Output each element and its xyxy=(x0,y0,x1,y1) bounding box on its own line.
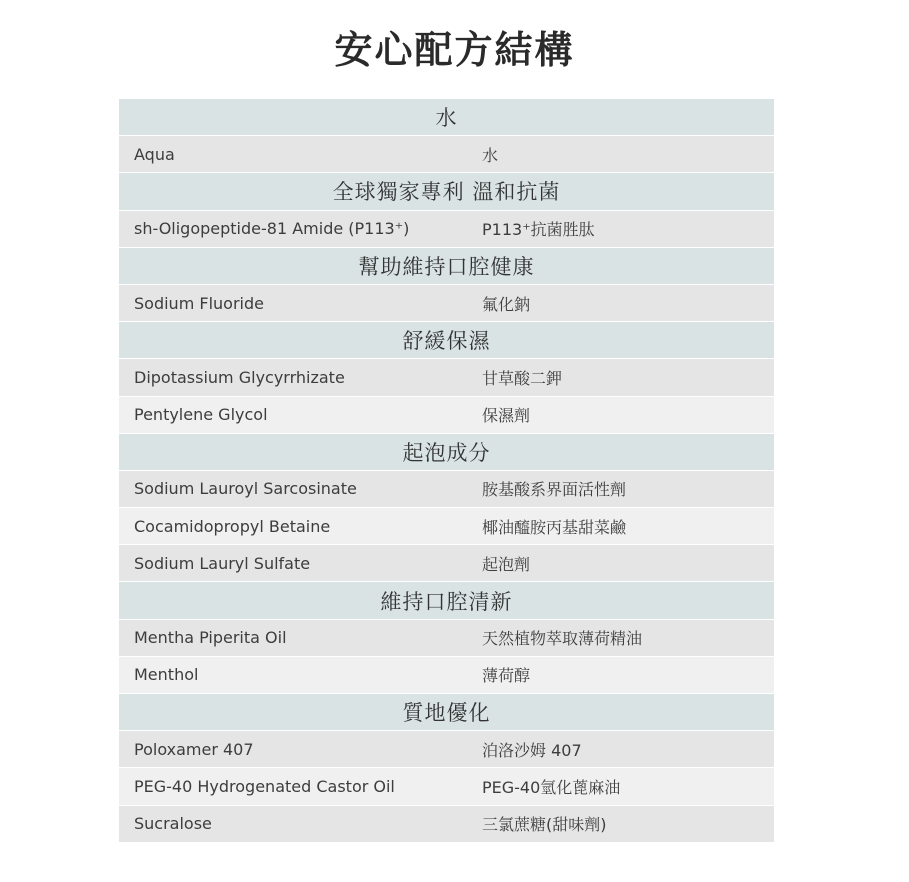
ingredient-chinese-name: 甘草酸二鉀 xyxy=(482,368,563,388)
ingredient-chinese-name: 水 xyxy=(482,145,499,165)
section-header-texture: 質地優化 xyxy=(119,694,774,731)
ingredient-row xyxy=(119,285,774,322)
section-header-soothing: 舒緩保濕 xyxy=(119,322,774,359)
ingredient-row xyxy=(119,359,774,396)
ingredient-chinese-name: PEG-40氫化蓖麻油 xyxy=(482,777,621,797)
ingredient-row xyxy=(119,397,774,434)
ingredient-inci-name: Mentha Piperita Oil xyxy=(134,628,287,648)
ingredient-row xyxy=(119,657,774,694)
section-header-water: 水 xyxy=(119,99,774,136)
ingredient-inci-name: Sodium Lauroyl Sarcosinate xyxy=(134,479,357,499)
formula-table xyxy=(119,99,774,843)
ingredient-inci-name: Sodium Lauryl Sulfate xyxy=(134,553,311,573)
page-title: 安心配方結構 xyxy=(334,28,575,72)
ingredient-inci-name: PEG-40 Hydrogenated Castor Oil xyxy=(134,776,395,796)
section-header-freshness: 維持口腔清新 xyxy=(119,582,774,619)
section-header-foaming: 起泡成分 xyxy=(119,434,774,471)
ingredient-inci-name: Pentylene Glycol xyxy=(134,405,268,425)
ingredient-chinese-name: 保濕劑 xyxy=(482,406,531,426)
ingredient-chinese-name: 起泡劑 xyxy=(482,554,531,574)
section-header-oral-health: 幫助維持口腔健康 xyxy=(119,248,774,285)
ingredient-inci-name: sh-Oligopeptide-81 Amide (P113⁺) xyxy=(134,219,410,239)
ingredient-row xyxy=(119,136,774,173)
ingredient-inci-name: Dipotassium Glycyrrhizate xyxy=(134,367,345,387)
ingredient-chinese-name: 胺基酸系界面活性劑 xyxy=(482,480,627,500)
section-header-antibacterial: 全球獨家專利 溫和抗菌 xyxy=(119,173,774,210)
ingredient-inci-name: Sucralose xyxy=(134,814,212,834)
ingredient-row xyxy=(119,620,774,657)
ingredient-chinese-name: P113⁺抗菌胜肽 xyxy=(482,220,595,240)
ingredient-chinese-name: 薄荷醇 xyxy=(482,666,531,686)
ingredient-inci-name: Sodium Fluoride xyxy=(134,293,264,313)
ingredient-row xyxy=(119,806,774,843)
ingredient-row xyxy=(119,508,774,545)
ingredient-row xyxy=(119,731,774,768)
ingredient-chinese-name: 三氯蔗糖(甜味劑) xyxy=(482,815,607,835)
ingredient-chinese-name: 泊洛沙姆 407 xyxy=(482,740,582,760)
ingredient-row xyxy=(119,471,774,508)
ingredient-row xyxy=(119,768,774,805)
ingredient-row xyxy=(119,211,774,248)
ingredient-chinese-name: 天然植物萃取薄荷精油 xyxy=(482,629,643,649)
ingredient-row xyxy=(119,545,774,582)
ingredient-chinese-name: 氟化鈉 xyxy=(482,294,531,314)
ingredient-inci-name: Menthol xyxy=(134,665,199,685)
ingredient-chinese-name: 椰油醯胺丙基甜菜鹼 xyxy=(482,517,627,537)
ingredient-inci-name: Cocamidopropyl Betaine xyxy=(134,516,331,536)
ingredient-inci-name: Aqua xyxy=(134,144,175,164)
ingredient-inci-name: Poloxamer 407 xyxy=(134,739,254,759)
